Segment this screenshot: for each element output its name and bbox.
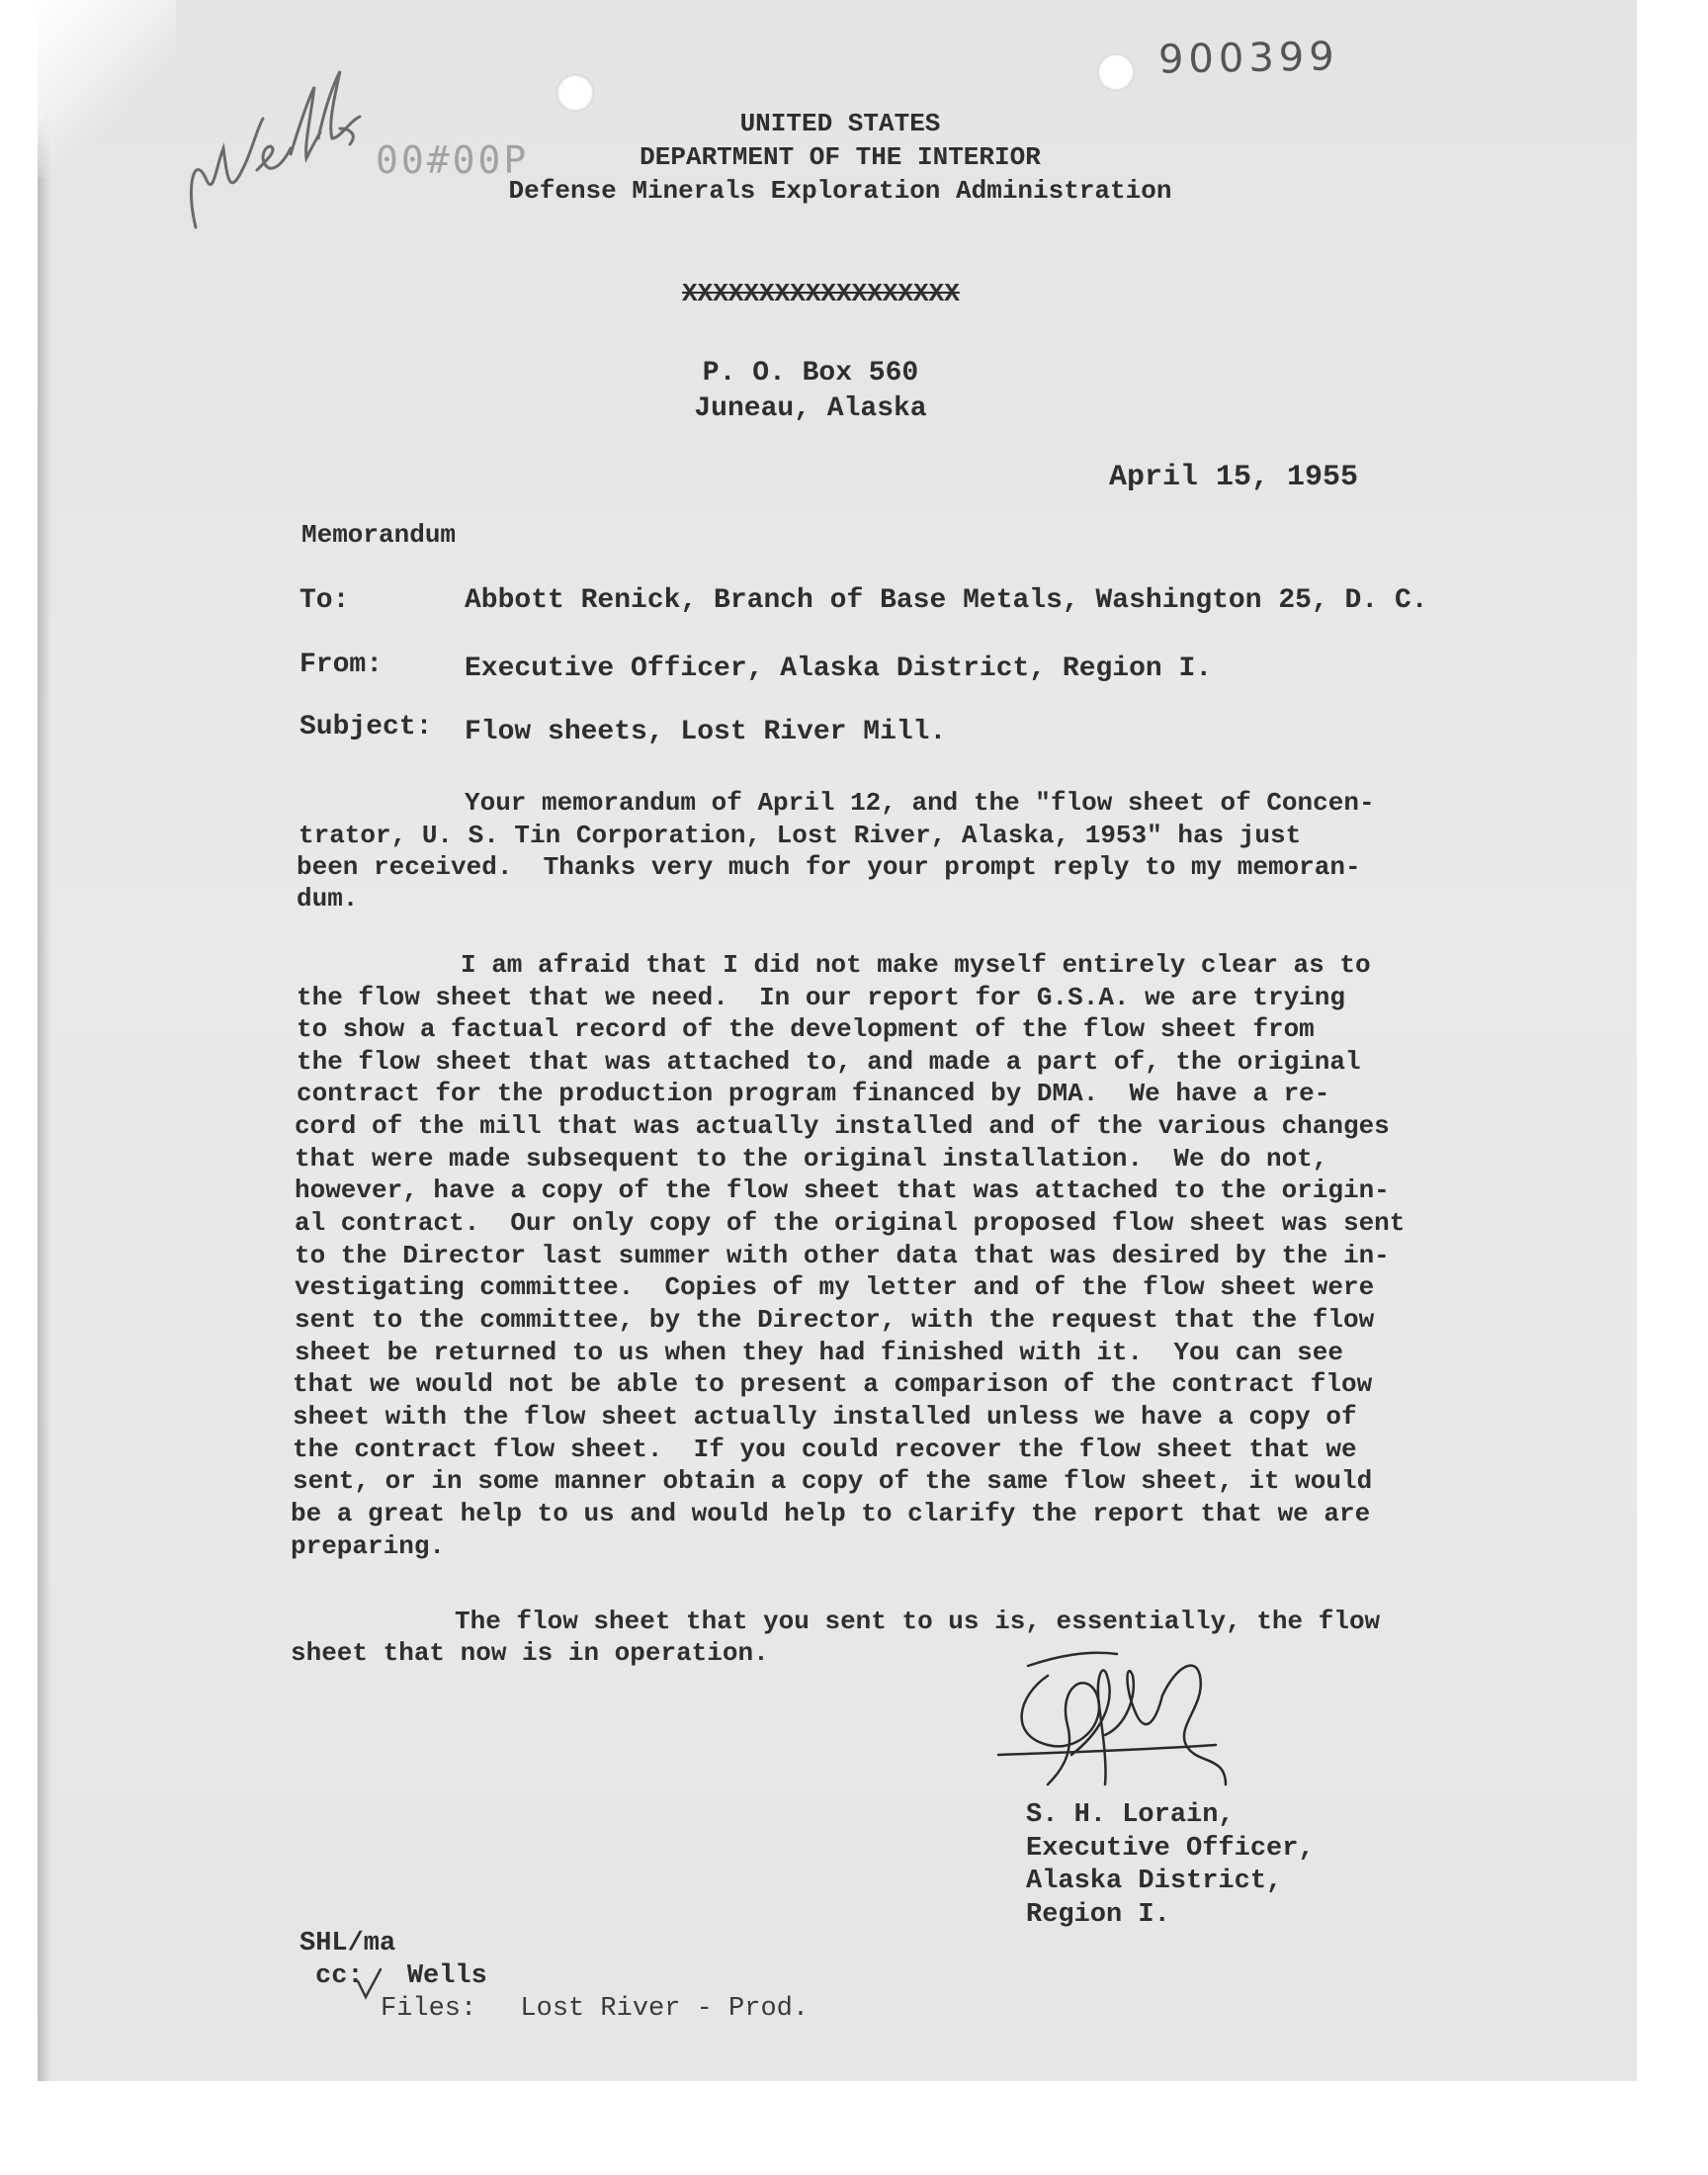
signer-district: Alaska District, [1026, 1867, 1283, 1896]
letterhead-department: DEPARTMENT OF THE INTERIOR [640, 142, 1041, 172]
paragraph-line: The flow sheet that you sent to us is, essentially, the flow [455, 1607, 1381, 1636]
struck-out-line: XXXXXXXXXXXXXXXXXX [682, 279, 960, 308]
subject-label: Subject: [299, 712, 433, 742]
letterhead [395, 107, 1285, 208]
paragraph-line: sheet with the flow sheet actually installed unless we have a copy of [293, 1402, 1357, 1432]
letterhead-country: UNITED STATES [739, 109, 941, 138]
letterhead-agency: Defense Minerals Exploration Administration [508, 176, 1172, 206]
paragraph-line: cord of the mill that was actually installed and of the various changes [295, 1111, 1390, 1141]
paragraph-line: sent to the committee, by the Director, with the request that the flow [295, 1305, 1375, 1335]
paragraph-line: that we would not be able to present a comparison of the contract flow [293, 1369, 1373, 1399]
paragraph-line: sheet be returned to us when they had finished with it. You can see [295, 1338, 1343, 1367]
paragraph-line: however, have a copy of the flow sheet that was attached to the origin- [295, 1175, 1390, 1205]
address-block [692, 356, 929, 427]
handwritten-signature [988, 1636, 1245, 1814]
folded-corner [38, 0, 176, 178]
paragraph-line: trator, U. S. Tin Corporation, Lost River, Alaska, 1953" has just [299, 821, 1302, 850]
paragraph-line: Your memorandum of April 12, and the "flow sheet of Concen- [465, 788, 1375, 818]
cc-label: cc: [315, 1961, 364, 1991]
files-label: Files: [381, 1994, 477, 2024]
punch-hole-right [1097, 53, 1135, 91]
paragraph-line: the flow sheet that we need. In our report for G.S.A. we are trying [297, 983, 1345, 1012]
paragraph-line: the contract flow sheet. If you could recover the flow sheet that we [293, 1435, 1357, 1464]
signer-name: S. H. Lorain, [1026, 1800, 1235, 1830]
paragraph-line: the flow sheet that was attached to, and made a part of, the original [297, 1047, 1361, 1077]
address-city: Juneau, Alaska [694, 393, 927, 424]
paragraph-line: I am afraid that I did not make myself entirely clear as to [461, 950, 1371, 980]
handwritten-name-wells [166, 59, 364, 247]
paragraph-line: to show a factual record of the development of the flow sheet from [297, 1014, 1315, 1044]
to-value: Abbott Renick, Branch of Base Metals, Washington 25, D. C. [465, 585, 1428, 616]
typist-initials: SHL/ma [299, 1929, 396, 1958]
paragraph-line: al contract. Our only copy of the original proposed flow sheet was sent [295, 1208, 1406, 1238]
document-number: 900399 [1157, 34, 1340, 83]
faded-stamp-number: 00#00P [376, 138, 530, 182]
paragraph-line: sent, or in some manner obtain a copy of the same flow sheet, it would [293, 1466, 1373, 1496]
paragraph-line: sheet that now is in operation. [291, 1638, 769, 1668]
paragraph-line: vestigating committee. Copies of my letter and of the flow sheet were [295, 1272, 1375, 1302]
files-value: Lost River - Prod. [520, 1994, 810, 2024]
paragraph-line: be a great help to us and would help to clarify the report that we are [291, 1499, 1371, 1528]
paragraph-line: dum. [297, 884, 359, 914]
paragraph-line: preparing. [291, 1531, 446, 1561]
letter-date: April 15, 1955 [1109, 461, 1359, 494]
paragraph-line: contract for the production program financed by DMA. We have a re- [297, 1079, 1330, 1108]
signer-region: Region I. [1026, 1899, 1170, 1930]
from-label: From: [299, 650, 384, 680]
to-label: To: [299, 585, 350, 616]
page-edge-shadow [38, 0, 51, 2081]
signature-block [1026, 1799, 1315, 1932]
signer-title: Executive Officer, [1026, 1833, 1315, 1864]
subject-value: Flow sheets, Lost River Mill. [465, 717, 947, 747]
check-mark-icon [354, 1967, 384, 2001]
memo-label: Memorandum [301, 520, 457, 550]
paragraph-line: to the Director last summer with other data that was desired by the in- [295, 1241, 1390, 1270]
address-po-box: P. O. Box 560 [702, 358, 919, 389]
from-value: Executive Officer, Alaska District, Region I. [465, 653, 1213, 684]
cc-value: Wells [406, 1961, 487, 1991]
paragraph-line: that were made subsequent to the original installation. We do not, [295, 1144, 1328, 1174]
paragraph-line: been received. Thanks very much for your prompt reply to my memoran- [297, 852, 1361, 882]
